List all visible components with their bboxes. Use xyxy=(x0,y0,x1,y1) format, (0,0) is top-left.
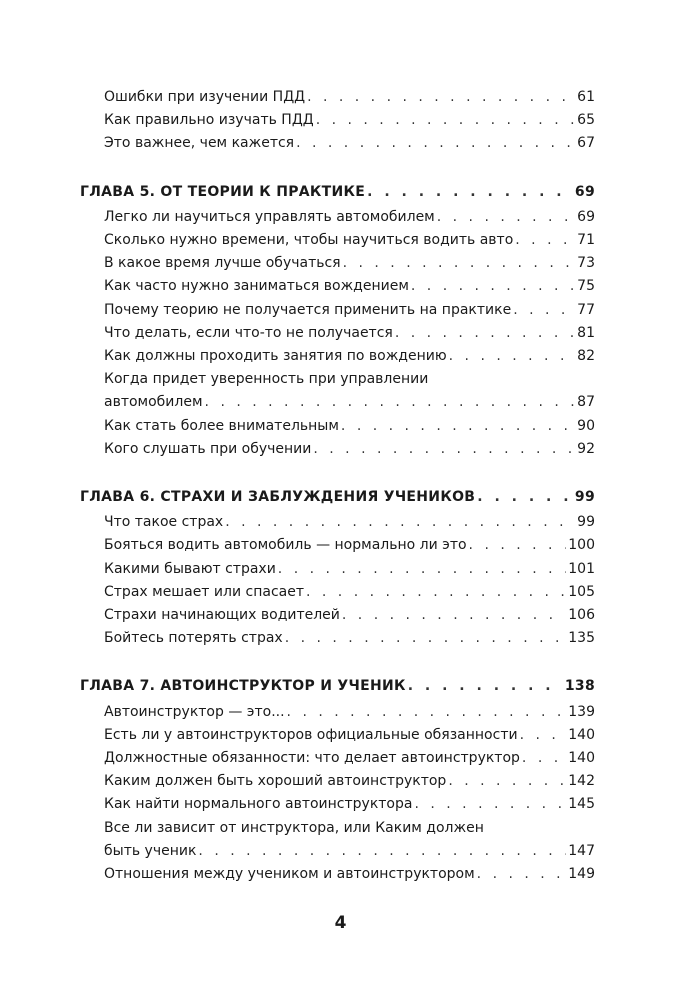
dot-leader xyxy=(296,132,575,155)
entry-title: быть ученик xyxy=(104,842,197,859)
toc-entry xyxy=(80,581,595,604)
entry-page: 82 xyxy=(577,348,595,365)
entry-title: Легко ли научиться управлять автомобилем xyxy=(104,208,435,225)
entry-title: Бояться водить автомобиль — нормально ли это xyxy=(104,537,467,554)
toc-entry xyxy=(80,724,595,747)
chapter-heading xyxy=(80,675,595,698)
entry-title: Как правильно изучать ПДД xyxy=(104,112,314,129)
entry-page: 90 xyxy=(577,417,595,434)
dot-leader xyxy=(343,252,576,275)
entry-page: 140 xyxy=(568,750,595,767)
entry-page: 145 xyxy=(568,796,595,813)
entry-page: 101 xyxy=(568,560,595,577)
entry-title: Страхи начинающих водителей xyxy=(104,607,340,624)
entry-page: 65 xyxy=(577,112,595,129)
entry-title-line1: Все ли зависит от инструктора, или Каким должен xyxy=(104,819,484,836)
entry-title: Сколько нужно времени, чтобы научиться водить авто xyxy=(104,232,514,249)
entry-page: 67 xyxy=(577,135,595,152)
toc-entry xyxy=(80,299,595,322)
chapter-heading xyxy=(80,181,595,204)
dot-leader xyxy=(469,534,567,557)
toc-entry xyxy=(80,275,595,298)
entry-title: Это важнее, чем кажется xyxy=(104,135,295,152)
dot-leader xyxy=(449,345,576,368)
dot-leader xyxy=(313,438,575,461)
toc-entry xyxy=(80,229,595,252)
entry-title: Есть ли у автоинструкторов официальные обязанности xyxy=(104,726,518,743)
dot-leader xyxy=(522,747,566,770)
chapter-heading xyxy=(80,486,595,509)
entry-page: 142 xyxy=(568,773,595,790)
entry-title: В какое время лучше обучаться xyxy=(104,255,341,272)
dot-leader xyxy=(520,724,567,747)
toc-entry xyxy=(80,368,595,414)
toc-entry xyxy=(80,345,595,368)
entry-title: Как часто нужно заниматься вождением xyxy=(104,278,409,295)
dot-leader xyxy=(477,863,567,886)
entry-title: Страх мешает или спасает xyxy=(104,583,304,600)
entry-page: 147 xyxy=(568,842,595,859)
entry-page: 149 xyxy=(568,866,595,883)
toc-entry xyxy=(80,322,595,345)
toc-entry xyxy=(80,701,595,724)
toc-entry xyxy=(80,511,595,534)
entry-page: 75 xyxy=(577,278,595,295)
toc-entry xyxy=(80,817,595,863)
toc-entry xyxy=(80,747,595,770)
chapter-title: ГЛАВА 5. ОТ ТЕОРИИ К ПРАКТИКЕ xyxy=(80,183,366,200)
dot-leader xyxy=(198,840,566,863)
entry-page: 71 xyxy=(577,232,595,249)
entry-title: автомобилем xyxy=(104,394,203,411)
entry-page: 69 xyxy=(577,208,595,225)
entry-page: 92 xyxy=(577,440,595,457)
dot-leader xyxy=(316,109,575,132)
dot-leader xyxy=(395,322,575,345)
toc-entry xyxy=(80,86,595,109)
toc-entry xyxy=(80,252,595,275)
entry-title: Что такое страх xyxy=(104,514,224,531)
entry-title: Автоинструктор — это... xyxy=(104,703,285,720)
entry-page: 139 xyxy=(568,703,595,720)
chapter-page: 138 xyxy=(564,678,595,695)
entry-page: 100 xyxy=(568,537,595,554)
dot-leader xyxy=(448,770,566,793)
toc-entry xyxy=(80,793,595,816)
entry-title: Бойтесь потерять страх xyxy=(104,630,283,647)
entry-title-line1: Когда придет уверенность при управлении xyxy=(104,371,429,388)
toc-entry xyxy=(80,863,595,886)
toc-entry xyxy=(80,415,595,438)
dot-leader xyxy=(408,675,563,698)
dot-leader xyxy=(306,581,566,604)
dot-leader xyxy=(225,511,575,534)
dot-leader xyxy=(342,604,566,627)
dot-leader xyxy=(205,391,576,414)
dot-leader xyxy=(285,627,567,650)
entry-title: Как стать более внимательным xyxy=(104,417,339,434)
dot-leader xyxy=(477,486,573,509)
chapter-page: 99 xyxy=(574,489,595,506)
toc-entry xyxy=(80,132,595,155)
entry-page: 61 xyxy=(577,89,595,105)
dot-leader xyxy=(278,558,566,581)
entry-title: Должностные обязанности: что делает автоинструктор xyxy=(104,750,520,767)
chapter-title: ГЛАВА 6. СТРАХИ И ЗАБЛУЖДЕНИЯ УЧЕНИКОВ xyxy=(80,489,476,506)
entry-page: 135 xyxy=(568,630,595,647)
entry-page: 81 xyxy=(577,324,595,341)
dot-leader xyxy=(307,86,575,109)
chapter-page: 69 xyxy=(574,183,595,200)
entry-page: 87 xyxy=(577,394,595,411)
toc-entry xyxy=(80,206,595,229)
entry-title: Какими бывают страхи xyxy=(104,560,276,577)
entry-title: Как найти нормального автоинструктора xyxy=(104,796,413,813)
toc-entry xyxy=(80,109,595,132)
entry-page: 77 xyxy=(577,301,595,318)
toc-entry xyxy=(80,558,595,581)
toc-entry xyxy=(80,627,595,650)
chapter-title: ГЛАВА 7. АВТОИНСТРУКТОР И УЧЕНИК xyxy=(80,678,406,695)
toc-entry xyxy=(80,438,595,461)
toc-entry xyxy=(80,534,595,557)
entry-title: Почему теорию не получается применить на практике xyxy=(104,301,512,318)
entry-title: Ошибки при изучении ПДД xyxy=(104,89,306,105)
entry-title: Что делать, если что-то не получается xyxy=(104,324,393,341)
dot-leader xyxy=(513,299,575,322)
dot-leader xyxy=(287,701,567,724)
table-of-contents xyxy=(80,86,595,886)
page-number: 4 xyxy=(334,913,347,933)
dot-leader xyxy=(515,229,575,252)
entry-title: Как должны проходить занятия по вождению xyxy=(104,348,447,365)
entry-page: 105 xyxy=(568,583,595,600)
dot-leader xyxy=(341,415,575,438)
dot-leader xyxy=(437,206,575,229)
dot-leader xyxy=(414,793,566,816)
entry-page: 99 xyxy=(577,514,595,531)
dot-leader xyxy=(367,181,573,204)
entry-page: 106 xyxy=(568,607,595,624)
entry-page: 140 xyxy=(568,726,595,743)
dot-leader xyxy=(411,275,575,298)
toc-entry xyxy=(80,770,595,793)
entry-page: 73 xyxy=(577,255,595,272)
toc-entry xyxy=(80,604,595,627)
entry-title: Каким должен быть хороший автоинструктор xyxy=(104,773,447,790)
entry-title: Кого слушать при обучении xyxy=(104,440,312,457)
entry-title: Отношения между учеником и автоинструктором xyxy=(104,866,475,883)
